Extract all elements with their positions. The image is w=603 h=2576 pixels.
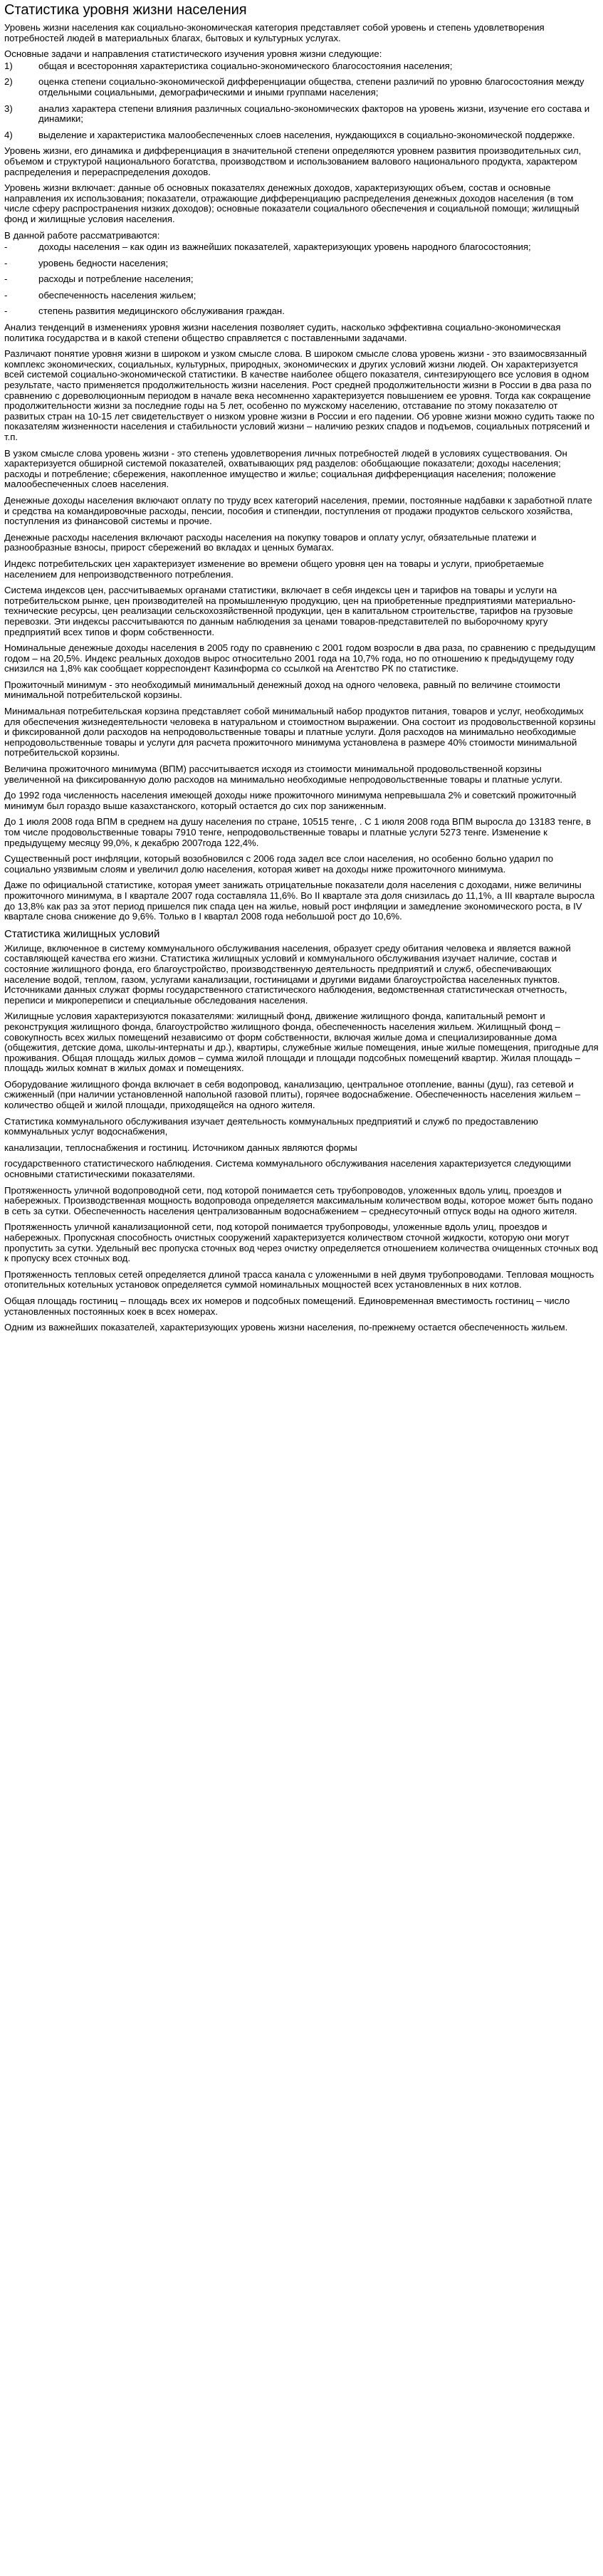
paragraph: Статистика коммунального обслуживания изучает деятельность коммунальных предприятий и служб по предоставлению коммунальных услуг водоснабжения, <box>4 1115 538 1137</box>
paragraph: Протяженность уличной канализационной сети, под которой понимается трубопроводы, уложенные вдоль улиц, проездов и набережных. Пропускная способность очистных сооружений характеризуется количеством сточной жидкости, которую они могут пропустить за сутки. Удельный вес пропуска сточных вод через очистку определяется отношением количества очищенных сточных вод к пропуску всех сточных вод. <box>4 1221 598 1264</box>
list-item-text: оценка степени социально-экономической дифференциации общества, степени различий по уровню благосостояния между отдельными социальными, демографическими и иными группами населения; <box>38 76 584 98</box>
paragraph: Различают понятие уровня жизни в широком и узком смысле слова. В широком смысле слова уровень жизни - это взаимосвязанный комплекс экономических, социальных, культурных, природных, экономических и других условий жизни людей. Он характеризуется всей системой социально-экономической статистики. В качестве наиболее общего показателя, синтезирующего все условия в одном результате, часто применяется продолжительность жизни населения. Рост средней продолжительности жизни в России в два раза по сравнению с дореволюционным периодом в начале века несомненно характеризуется повышением ее уровня. Тогда как сокращение продолжительности жизни за последние годы на 5 лет, особенно по мужскому населению, отставание по этому показателю от развитых стран на 10-15 лет свидетельствует о низком уровне жизни в России и его падении. Об уровне жизни можно судить также по показателям жизненности населения и стабильности условий жизни – наличию резких спадов и подъемов, социальных потрясений и т.п. <box>4 348 594 442</box>
list-marker: - <box>4 306 8 317</box>
paragraph: Денежные расходы населения включают расходы населения на покупку товаров и оплату услуг, обязательные платежи и разнообразные взносы, прирост сбережений во вкладах и ценных бумагах. <box>4 531 537 553</box>
paragraph: Индекс потребительских цен характеризует изменение во времени общего уровня цен на товары и услуги, приобретаемые населением для непроизводственного потребления. <box>4 558 544 580</box>
list-item <box>4 274 599 285</box>
paragraph: В данной работе рассматриваются: <box>4 229 160 241</box>
paragraph: Существенный рост инфляции, который возобновился с 2006 года задел все слои населения, но особенно больно ударил по социально уязвимым слоям и увеличил долю населения, которая живет на доходы ниже прожиточного минимума. <box>4 853 554 875</box>
list-item-text: уровень бедности населения; <box>38 257 169 268</box>
paragraph: Одним из важнейших показателей, характеризующих уровень жизни населения, по-прежнему остается обеспеченность жильем. <box>4 1322 568 1333</box>
paragraph: Система индексов цен, рассчитываемых органами статистики, включает в себя индексы цен и тарифов на товары и услуги на потребительском рынке, цен производителей на промышленную продукцию, цен на приобретенные предприятиями материально-технические ресурсы, цен реализации сельскохозяйственной продукции, цен в капитальном строительстве, тарифов на грузовые перевозки. Эти индексы рассчитываются по данным наблюдения за ценами товаров-представителей по выборочному кругу предприятий всех типов и форм собственности. <box>4 585 576 637</box>
paragraph: государственного статистического наблюдения. Система коммунального обслуживания населения характеризуется следующими основными статистическими показателями. <box>4 1158 572 1180</box>
paragraph: Протяженность тепловых сетей определяется длиной трасса канала с уложенными в ней двумя трубопроводами. Тепловая мощность отопительных котельных установок определяется суммой номинальных мощностей всех установленных в них котлов. <box>4 1268 594 1290</box>
list-item-text: выделение и характеристика малообеспеченных слоев населения, нуждающихся в социально-экономической поддержке. <box>38 129 575 140</box>
list-item <box>4 306 599 317</box>
list-item-text: доходы населения – как один из важнейших показателей, характеризующих уровень народного благосостояния; <box>38 241 531 253</box>
list-marker: 4) <box>4 129 13 140</box>
paragraph: Анализ тенденций в изменениях уровня жизни населения позволяет судить, насколько эффективна социально-экономическая политика государства и в какой степени общество справляется с поставленными задачами. <box>4 322 561 343</box>
list-item <box>4 61 599 72</box>
paragraph: В узком смысле слова уровень жизни - это степень удовлетворения личных потребностей людей в условиях существования. Он характеризуется обширной системой показателей, охватывающих ряд разделов: обобщающие показатели; доходы населения; расходы и потребление; сбережения, накопленное имущество и жилье; социальная дифференциация населения; положение малообеспеченных слоев населения. <box>4 447 567 490</box>
document-body <box>4 23 599 1333</box>
paragraph: Общая площадь гостиниц – площадь всех их номеров и подсобных помещений. Единовременная вместимость гостиниц – число установленных постоянных коек в всех номерах. <box>4 1295 570 1317</box>
paragraph: Минимальная потребительская корзина представляет собой минимальный набор продуктов питания, товаров и услуг, необходимых для обеспечения жизнедеятельности человека в натуральном и стоимостном выражении. Она состоит из продовольственной корзины и фиксированной доли расходов на непродовольственные товары и платные услуги. Доля расходов на минимально необходимые непродовольственные товары и услуги для расчета прожиточного минимума установлена в размере 40% стоимости минимальной потребительской корзины. <box>4 706 596 758</box>
paragraph: Величина прожиточного минимума (ВПМ) рассчитывается исходя из стоимости минимальной продовольственной корзины увеличенной на фиксированную долю расходов на минимально необходимые непродовольственные товары и платные услуги. <box>4 763 562 785</box>
page-title: Статистика уровня жизни населения <box>4 2 247 18</box>
paragraph: До 1992 года численность населения имеющей доходы ниже прожиточного минимума непревышала 2% и советский прожиточный минимум был гораздо выше казахстанского, который остается до сих пор заниженным. <box>4 790 577 811</box>
paragraph: Уровень жизни включает: данные об основных показателях денежных доходов, характеризующих объем, состав и основные направления их использования; показатели, отражающие дифференциацию распределения денежных доходов населения (в том числе сферу распространения низких доходов); основные показатели социального обеспечения и социальной помощи; жилищный фонд и жилищные условия населения. <box>4 182 580 224</box>
paragraph: Денежные доходы населения включают оплату по труду всех категорий населения, премии, постоянные надбавки к заработной плате и средства на командировочные расходы, пенсии, пособия и стипендии, поступления от продажи продуктов сельского хозяйства, поступления из финансовой системы и прочие. <box>4 494 592 527</box>
list-marker: 1) <box>4 60 13 71</box>
paragraph: канализации, теплоснабжения и гостиниц. Источником данных являются формы <box>4 1142 357 1153</box>
list-item <box>4 291 599 301</box>
paragraph: Основные задачи и направления статистического изучения уровня жизни следующие: <box>4 48 382 60</box>
paragraph: Протяженность уличной водопроводной сети, под которой понимается сеть трубопроводов, уложенных вдоль улиц, проездов и набережных. Производственная мощность водопровода определяется максимальным количеством воды, которое может быть подано в сеть за сутки. Обеспеченность населения централизованным водоснабжением – среднесуточный отпуск воды на одного жителя. <box>4 1184 593 1216</box>
paragraph: Прожиточный минимум - это необходимый минимальный денежный доход на одного человека, равный по величине стоимости минимальной потребительской корзины. <box>4 679 561 701</box>
list-marker: - <box>4 241 8 253</box>
list-item <box>4 242 599 253</box>
list-marker: 3) <box>4 103 13 114</box>
list-marker: 2) <box>4 76 13 88</box>
paragraph: Номинальные денежные доходы населения в 2005 году по сравнению с 2001 годом возросли в два раза, по сравнению с предыдущим годом – на 20,5%. Индекс реальных доходов вырос относительно 2001 года на 10,7% года, но по отношению к предыдущему году снизился на 1,8% как сообщает корреспондент Казинформа со ссылкой на Агентство РК по статистике. <box>4 642 596 674</box>
list-marker: - <box>4 257 8 268</box>
list-marker: - <box>4 273 8 285</box>
list-item-text: расходы и потребление населения; <box>38 273 194 285</box>
list-item <box>4 104 599 125</box>
paragraph: Уровень жизни, его динамика и дифференциация в значительной степени определяются уровнем развития производительных сил, объемом и структурой национального богатства, производством и использованием валового национального продукта, характером распределения и перераспределения доходов. <box>4 145 582 177</box>
list-item <box>4 77 599 98</box>
paragraph: Жилище, включенное в систему коммунального обслуживания населения, образует среду обитания человека и является важной составляющей качества его жизни. Статистика жилищных условий и коммунального обслуживания изучает наличие, состав и состояние жилищного фонда, его благоустройство, производственную деятельность предприятий и служб, обеспечивающих население водой, теплом, газом, услугами канализации, гостиницами и другими видами благоустройства населенных пунктов. Источниками данных служат формы государственного статистического наблюдения, ведомственная статистическая отчетность, переписи и микропереписи и специальные обследования населения. <box>4 942 571 1006</box>
list-item-text: анализ характера степени влияния различных социально-экономических факторов на уровень жизни, изучение его состава и динамики; <box>38 103 590 125</box>
list-item-text: степень развития медицинского обслуживания граждан. <box>38 306 285 317</box>
paragraph: Уровень жизни населения как социально-экономическая категория представляет собой уровень и степень удовлетворения потребностей людей в материальных благах, бытовых и культурных услугах. <box>4 22 545 43</box>
list-item-text: обеспеченность населения жильем; <box>38 289 196 301</box>
section-heading: Статистика жилищных условий <box>4 927 160 940</box>
list-marker: - <box>4 289 8 301</box>
list-item <box>4 130 599 141</box>
list-item <box>4 259 599 269</box>
paragraph: Жилищные условия характеризуются показателями: жилищный фонд, движение жилищного фонда, капитальный ремонт и реконструкция жилищного фонда, благоустройство жилищного фонда, обеспеченность населения жильем. Жилищный фонд – совокупность всех жилых помещений независимо от форм собственности, включая жилые дома и специализированные дома (общежития, детские дома, школы-интернаты и др.), квартиры, служебные жилые помещения, иные жилые помещения, пригодные для проживания. Общая площадь жилых домов – сумма жилой площади и площади подсобных помещений квартир. Жилая площадь – площадь жилых комнат в жилых домах и помещениях. <box>4 1011 599 1074</box>
paragraph: Даже по официальной статистике, которая умеет занижать отрицательные показатели доля населения с доходами, ниже величины прожиточного минимума, в I квартале 2007 года составляла 11,6%. Во II квартале эта доля снизилась до 11,1%, а III квартале выросла до 13,8% как раз за этот период пришелся пик спада цен на жилье, новый рост инфляции и замедление экономического роста, в IV квартале снова снижение до 9,6%. Только в I квартал 2008 года небольшой рост до 10,6%. <box>4 880 595 922</box>
paragraph: Оборудование жилищного фонда включает в себя водопровод, канализацию, центральное отопление, ванны (душ), газ сетевой и сжиженный (при наличии установленной напольной газовой плиты), горячее водоснабжение. Обеспеченность населения жильем – количество общей и жилой площади, приходящейся на одного жителя. <box>4 1078 581 1111</box>
list-item-text: общая и всесторонняя характеристика социально-экономического благосостояния населения; <box>38 60 453 71</box>
paragraph: До 1 июля 2008 года ВПМ в среднем на душу населения по стране, 10515 тенге, . С 1 июля 2008 года ВПМ выросла до 13183 тенге, в том числе продовольственные товары 7910 тенге, непродовольственные товары и платные услуги 5273 тенге. Изменение к предыдущему месяцу 99,0%, к декабрю 2007года 122,4%. <box>4 816 592 848</box>
